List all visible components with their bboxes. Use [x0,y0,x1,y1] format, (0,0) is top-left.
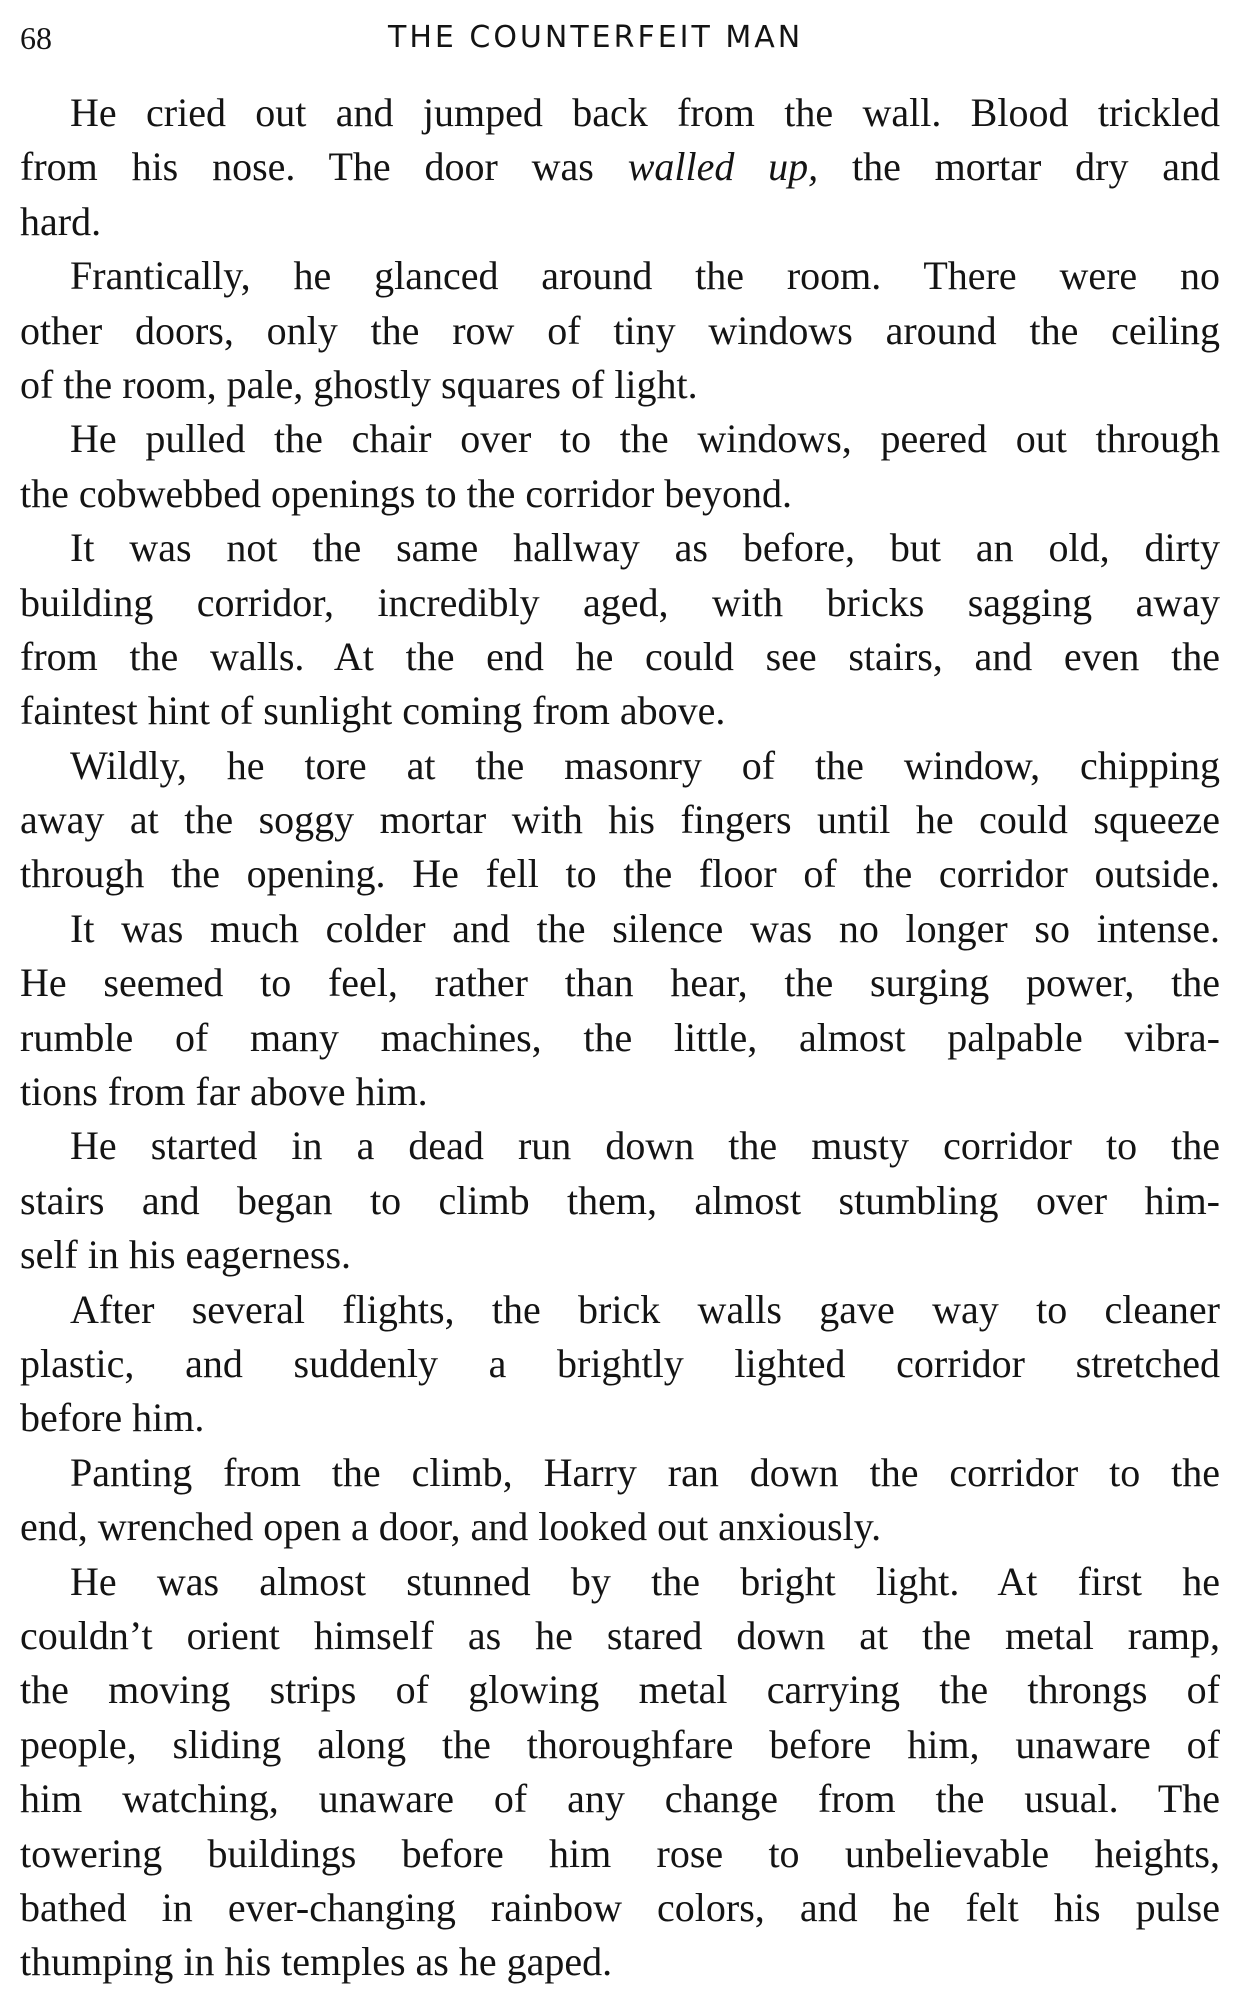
text-line: It was not the same hallway as before, but an old, dirty [70,525,1220,571]
text-segment: from his nose. The door was [20,144,594,190]
text-line: faintest hint of sunlight coming from above. [20,688,726,734]
text-line: thumping in his temples as he gaped. [20,1939,613,1985]
text-line: He seemed to feel, rather than hear, the surging power, the [20,960,1220,1006]
text-line: plastic, and suddenly a brightly lighted corridor stretched [20,1340,1220,1386]
text-line: After several flights, the brick walls gave way to cleaner [70,1286,1220,1332]
text-line: people, sliding along the thoroughfare before him, unaware of [20,1721,1220,1767]
text-line: towering buildings before him rose to unbelievable heights, [20,1830,1220,1876]
book-title: THE COUNTERFEIT MAN [388,20,804,55]
text-line: stairs and began to climb them, almost stumbling over him- [20,1177,1220,1223]
text-line: from the walls. At the end he could see stairs, and even the [20,633,1220,679]
text-line: self in his eagerness. [20,1232,352,1278]
text-line: away at the soggy mortar with his fingers until he could squeeze [20,797,1220,843]
text-line: bathed in ever-changing rainbow colors, and he felt his pulse [20,1884,1220,1930]
text-line: couldn’t orient himself as he stared down at the metal ramp, [20,1612,1220,1658]
text-line [20,140,1220,194]
text-line: of the room, pale, ghostly squares of light. [20,361,698,407]
text-line: him watching, unaware of any change from the usual. The [20,1776,1220,1822]
italic-text: walled up, [627,144,819,190]
text-line: Panting from the climb, Harry ran down the corridor to the [70,1449,1220,1495]
text-segment: the mortar dry and [852,144,1221,190]
text-line: He cried out and jumped back from the wall. Blood trickled [70,90,1220,135]
text-line: He pulled the chair over to the windows, peered out through [70,416,1220,462]
text-line: end, wrenched open a door, and looked out anxiously. [20,1504,882,1550]
body-text [20,86,1220,1990]
text-line: Wildly, he tore at the masonry of the window, chipping [70,742,1220,788]
text-line: tions from far above him. [20,1069,428,1115]
book-page [20,0,1220,1990]
running-head [20,0,1220,74]
text-line: He started in a dead run down the musty corridor to the [70,1123,1220,1169]
text-line: He was almost stunned by the bright light. At first he [70,1558,1220,1604]
page-number: 68 [20,20,52,56]
text-line: through the opening. He fell to the floor of the corridor outside. [20,851,1220,897]
text-line: the moving strips of glowing metal carrying the throngs of [20,1667,1220,1713]
text-line: rumble of many machines, the little, almost palpable vibra- [20,1014,1220,1060]
text-line: before him. [20,1395,205,1441]
text-line: Frantically, he glanced around the room. There were no [70,253,1220,299]
text-line: It was much colder and the silence was no longer so intense. [70,905,1220,951]
text-line: other doors, only the row of tiny windows around the ceiling [20,307,1220,353]
text-line: building corridor, incredibly aged, with bricks sagging away [20,579,1220,625]
text-line: the cobwebbed openings to the corridor beyond. [20,470,793,516]
text-line: hard. [20,198,102,244]
